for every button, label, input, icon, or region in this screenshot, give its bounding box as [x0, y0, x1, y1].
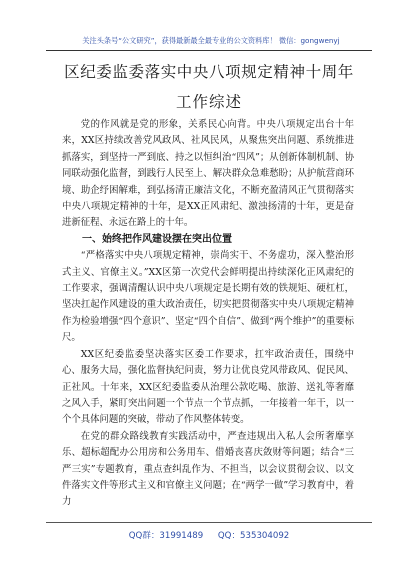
section-paragraph-2: XX区纪委监委坚决落实区委工作要求，扛牢政治责任，围绕中心、服务大局，强化监督执纪问责，努力让优良党风带政风、促民风、正社风。十年来，XX区纪委监委从治理公款吃喝、旅游、送礼等奢靡之风入手，紧盯突出问题一个节点一个节点抓，一年接着一年干，以一个个具体问题的突破，带动了作风整体转变。	[62, 348, 354, 426]
promo-banner: 关注头条号“公文研究”，获得最新最全最专业的公文资料库！ 微信：gongwenyj	[82, 36, 340, 45]
section-heading: 一、始终把作风建设摆在突出位置	[82, 233, 232, 245]
header-divider	[46, 50, 372, 51]
footer-divider	[46, 522, 372, 523]
document-title: 区纪委监委落实中央八项规定精神十周年	[64, 63, 354, 81]
section-paragraph-1: “严格落实中央八项规定精神，崇尚实干、不务虚功，深入整治形式主义、官僚主义。”XX区第一次党代会鲜明提出持续深化正风肃纪的工作要求，强调清醒认识中央八项规定是长期有效的铁规矩、硬杠杠，坚决扛起作风建设的重大政治责任，切实把贯彻落实中央八项规定精神作为检验增强“四个意识”、坚定“四个自信”、做到“两个维护”的重要标尺。	[62, 250, 354, 344]
footer-qq: QQ：535304092	[217, 531, 290, 541]
page-footer	[46, 529, 372, 541]
section-paragraph-3: 在党的群众路线教育实践活动中，严查违规出入私人会所奢靡享乐、超标超配办公用房和公务用车、借婚丧喜庆敛财等问题；结合“三严三实”专题教育，重点查纠乱作为、不担当，以会议贯彻会议、以文件落实文件等形式主义和官僚主义问题；在“两学一做”学习教育中，着力	[62, 430, 354, 508]
document-body	[62, 117, 354, 511]
intro-paragraph: 党的作风就是党的形象，关系民心向背。中央八项规定出台十年来，XX区持续改善党风政风、社风民风，从聚焦突出问题、系统推进抓落实，到坚持一严到底、持之以恒纠治“四风”；从创新体制机制、协同联动强化监督，到践行人民至上、解决群众急难愁盼；从护航营商环境、助企纾困解难，到弘扬清正廉洁文化，不断充盈清风正气贯彻落实中央八项规定精神的十年，是XX正风肃纪、激浊扬清的十年，更是奋进新征程、永远在路上的十年。	[62, 119, 354, 229]
document-subtitle: 工作综述	[175, 93, 242, 111]
footer-qq-group: QQ群：31991489	[128, 531, 204, 541]
